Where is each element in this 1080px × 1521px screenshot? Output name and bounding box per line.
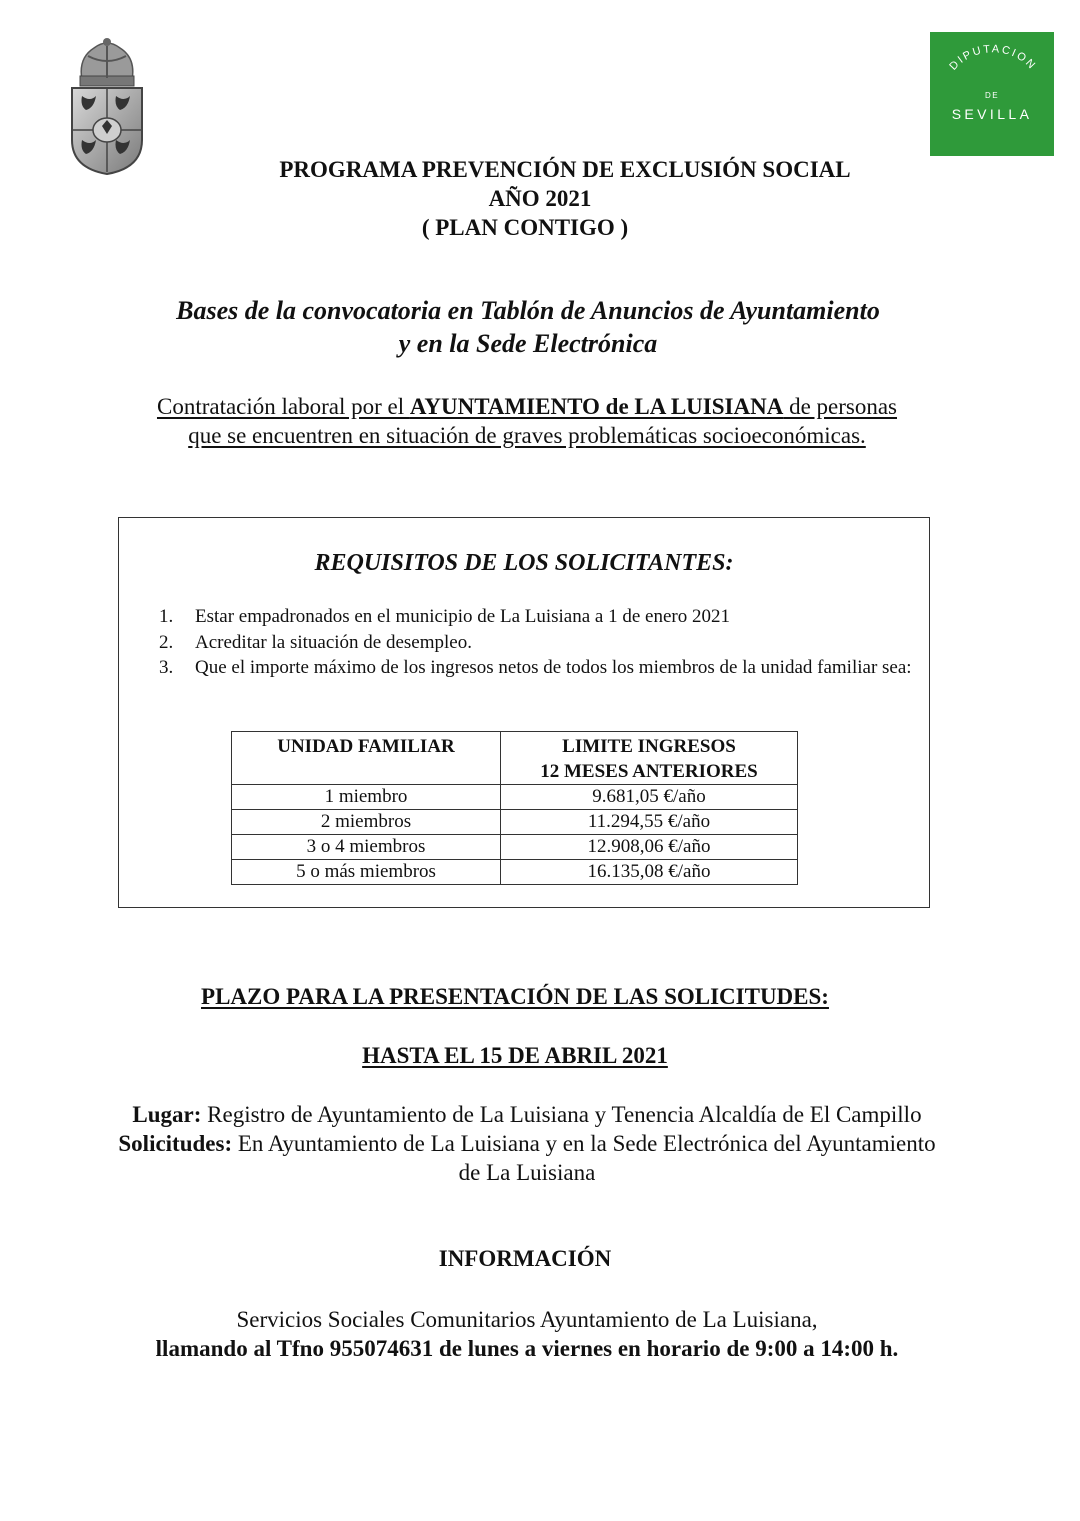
- table-cell-unidad: 3 o 4 miembros: [232, 835, 501, 860]
- solicitudes-paragraph: [110, 1129, 944, 1187]
- title-line-2: AÑO 2021: [488, 186, 592, 211]
- list-item: [159, 604, 919, 630]
- deadline: [0, 1043, 1080, 1069]
- contratacion-paragraph: [140, 392, 914, 450]
- list-item-number: 1.: [159, 606, 174, 627]
- income-limits-table: [231, 731, 798, 885]
- contratacion-suffix: de personas que se encuentren en situación de graves problemáticas socioeconómicas.: [188, 394, 897, 448]
- list-item-text: Estar empadronados en el municipio de La Luisiana a 1 de enero 2021: [195, 606, 730, 627]
- table-cell-limite: 11.294,55 €/año: [501, 810, 798, 835]
- table-cell-unidad: 1 miembro: [232, 785, 501, 810]
- contratacion-prefix: Contratación laboral por el: [156, 394, 410, 419]
- header-unidad-familiar: UNIDAD FAMILIAR: [232, 732, 501, 785]
- requisitos-box: [118, 517, 930, 908]
- table-row: [232, 810, 798, 835]
- informacion-block: [100, 1305, 954, 1363]
- table-cell-limite: 9.681,05 €/año: [501, 785, 798, 810]
- plazo-heading: [0, 984, 1080, 1010]
- page-title: [0, 155, 1080, 242]
- table-cell-unidad: 2 miembros: [232, 810, 501, 835]
- list-item-number: 2.: [159, 631, 174, 653]
- header-limite-ingresos: LIMITE INGRESOS 12 MESES ANTERIORES: [501, 732, 798, 785]
- solicitudes-text: En Ayuntamiento de La Luisiana y en la Sede Electrónica del Ayuntamiento de La Luisiana: [232, 1131, 936, 1185]
- table-cell-limite: 16.135,08 €/año: [501, 860, 798, 885]
- requisitos-title: REQUISITOS DE LOS SOLICITANTES:: [314, 550, 734, 576]
- svg-text:DIPUTACION: DIPUTACION: [947, 43, 1039, 73]
- list-item: [159, 630, 919, 656]
- list-item-number: 3.: [159, 657, 174, 678]
- table-row: [232, 785, 798, 810]
- table-row: [232, 860, 798, 885]
- title-line-3: ( PLAN CONTIGO ): [421, 215, 629, 240]
- deadline-text: HASTA EL 15 DE ABRIL 2021: [362, 1043, 668, 1068]
- lugar-paragraph: [110, 1100, 944, 1129]
- diputacion-sevilla-logo: [930, 32, 1054, 156]
- svg-text:SEVILLA: SEVILLA: [951, 106, 1033, 122]
- plazo-title: PLAZO PARA LA PRESENTACIÓN DE LAS SOLICITUDES:: [201, 984, 829, 1009]
- svg-text:DE: DE: [984, 91, 1000, 100]
- bases-line-2: y en la Sede Electrónica: [398, 329, 658, 358]
- informacion-title: INFORMACIÓN: [438, 1246, 612, 1271]
- title-line-1: PROGRAMA PREVENCIÓN DE EXCLUSIÓN SOCIAL: [279, 157, 851, 182]
- bases-line-1: Bases de la convocatoria en Tablón de Anuncios de Ayuntamiento: [176, 296, 880, 325]
- table-cell-limite: 12.908,06 €/año: [501, 835, 798, 860]
- list-item-text: Que el importe máximo de los ingresos netos de todos los miembros de la unidad familiar sea:: [195, 657, 912, 678]
- list-item-text: Acreditar la situación de desempleo.: [195, 631, 472, 653]
- lugar-label: Lugar:: [132, 1102, 202, 1127]
- solicitudes-label: Solicitudes:: [118, 1131, 233, 1156]
- location-block: [110, 1100, 944, 1187]
- table-row: [232, 835, 798, 860]
- list-item: [159, 655, 919, 681]
- requisitos-list: [159, 604, 919, 681]
- informacion-line-1: Servicios Sociales Comunitarios Ayuntamiento de La Luisiana,: [236, 1307, 818, 1332]
- bases-heading: [100, 294, 956, 360]
- table-cell-unidad: 5 o más miembros: [232, 860, 501, 885]
- table-header-row: [232, 732, 798, 785]
- informacion-line-2: llamando al Tfno 955074631 de lunes a viernes en horario de 9:00 a 14:00 h.: [155, 1336, 899, 1361]
- lugar-text: Registro de Ayuntamiento de La Luisiana y Tenencia Alcaldía de El Campillo: [201, 1102, 922, 1127]
- contratacion-entity: AYUNTAMIENTO de LA LUISIANA: [409, 394, 784, 419]
